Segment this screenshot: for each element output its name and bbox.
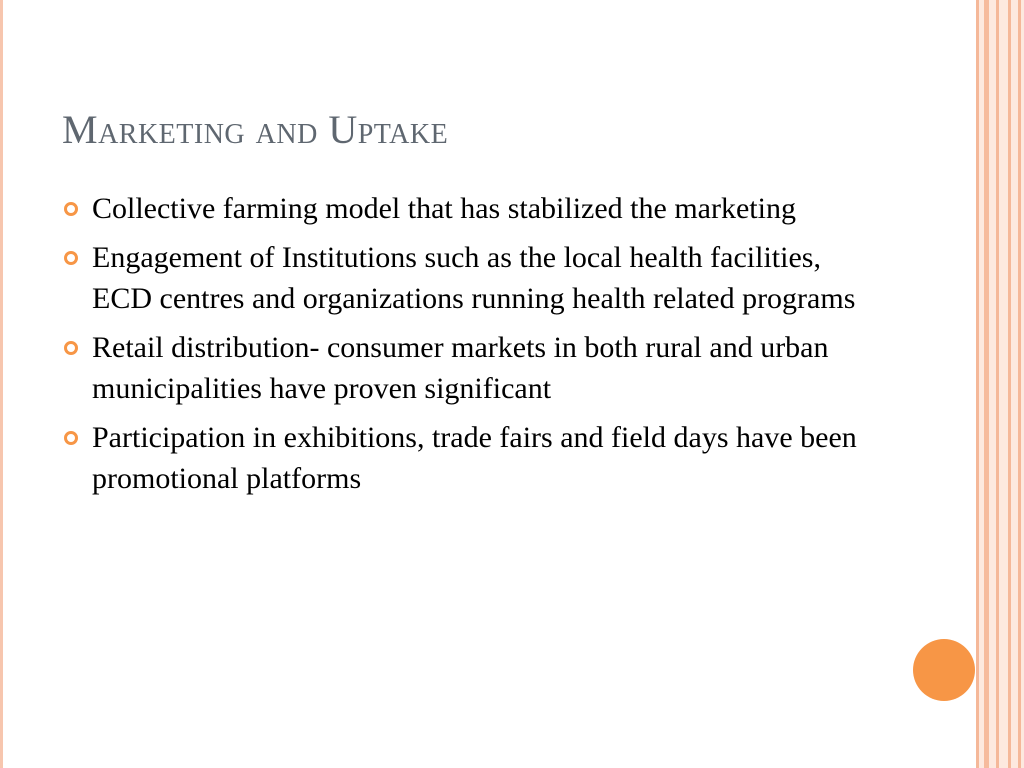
right-band-stripe [1008,0,1011,768]
bullet-item [62,417,862,499]
bullet-item [62,327,862,409]
bullet-item [62,188,862,229]
right-band-stripe [976,0,979,768]
hollow-circle-bullet-icon [64,251,78,265]
hollow-circle-bullet-icon [64,431,78,445]
right-band-stripe [996,0,999,768]
slide-title: Marketing and Uptake [62,107,449,152]
bullet-text: Collective farming model that has stabilized the marketing [92,192,796,225]
hollow-circle-bullet-icon [64,341,78,355]
decorative-circle-icon [913,639,975,701]
right-band-stripe [1018,0,1021,768]
left-border-line [0,0,3,768]
bullet-text: Participation in exhibitions, trade fairs and field days have been promotional platforms [92,421,857,495]
bullet-item [62,237,862,319]
bullet-list [62,188,862,507]
right-band-stripe [984,0,989,768]
bullet-text: Engagement of Institutions such as the local health facilities, ECD centres and organizations running health related programs [92,241,856,315]
hollow-circle-bullet-icon [64,202,78,216]
bullet-text: Retail distribution- consumer markets in both rural and urban municipalities have proven significant [92,331,829,405]
